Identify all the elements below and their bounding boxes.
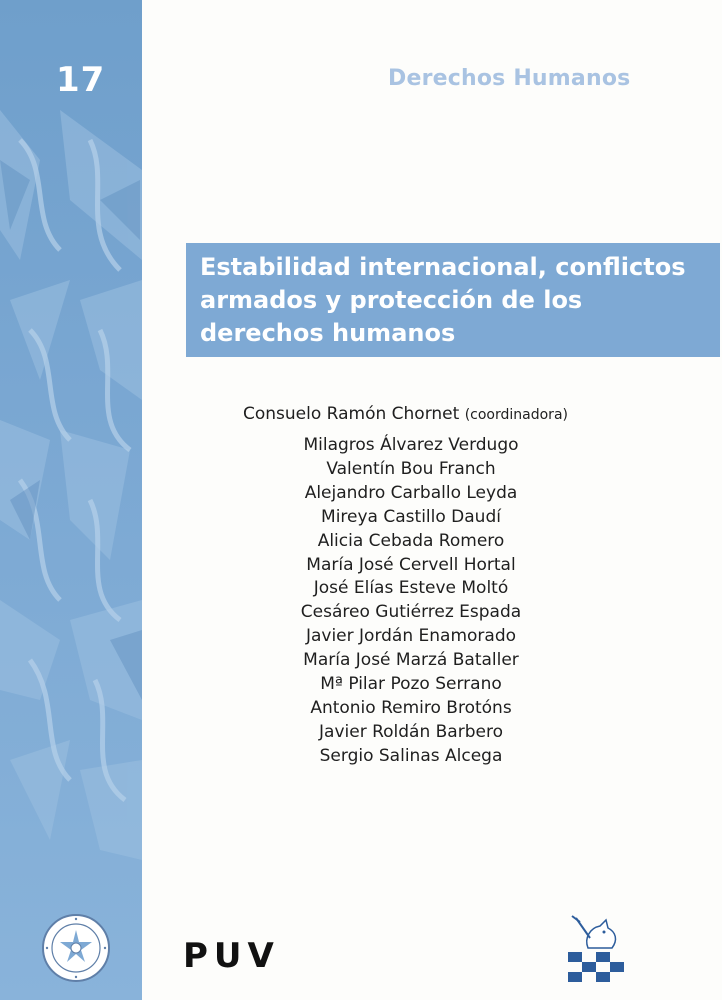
author-item: Alicia Cebada Romero bbox=[317, 530, 505, 551]
band-pattern bbox=[0, 0, 142, 1000]
title-box bbox=[186, 243, 720, 357]
author-item: María José Marzá Bataller bbox=[303, 650, 519, 671]
author-item: Alejandro Carballo Leyda bbox=[304, 482, 518, 503]
book-title: Estabilidad internacional, conflictos armados y protección de los derechos humanos bbox=[200, 253, 686, 347]
author-item: María José Cervell Hortal bbox=[306, 554, 516, 575]
series-title: Derechos Humanos bbox=[388, 66, 631, 91]
coordinator-role: (coordinadora) bbox=[464, 407, 568, 423]
coordinator-name: Consuelo Ramón Chornet bbox=[243, 404, 460, 424]
decorative-band bbox=[0, 0, 142, 1000]
author-item: Mireya Castillo Daudí bbox=[321, 506, 501, 527]
knight-chess-icon bbox=[560, 908, 632, 988]
author-item: Antonio Remiro Brotóns bbox=[310, 697, 512, 718]
university-seal-icon bbox=[40, 912, 112, 984]
author-item: José Elías Esteve Moltó bbox=[313, 578, 509, 599]
author-item: Javier Roldán Barbero bbox=[319, 721, 503, 742]
author-list bbox=[246, 434, 576, 769]
series-number: 17 bbox=[56, 60, 106, 100]
author-item: Sergio Salinas Alcega bbox=[319, 745, 503, 766]
author-item: Milagros Álvarez Verdugo bbox=[303, 435, 519, 455]
publisher-logo: PUV bbox=[183, 936, 280, 976]
author-item: Cesáreo Gutiérrez Espada bbox=[300, 602, 522, 623]
author-item: Mª Pilar Pozo Serrano bbox=[320, 674, 502, 695]
author-item: Javier Jordán Enamorado bbox=[305, 626, 517, 647]
author-item: Valentín Bou Franch bbox=[326, 458, 496, 479]
coordinator bbox=[243, 404, 713, 424]
